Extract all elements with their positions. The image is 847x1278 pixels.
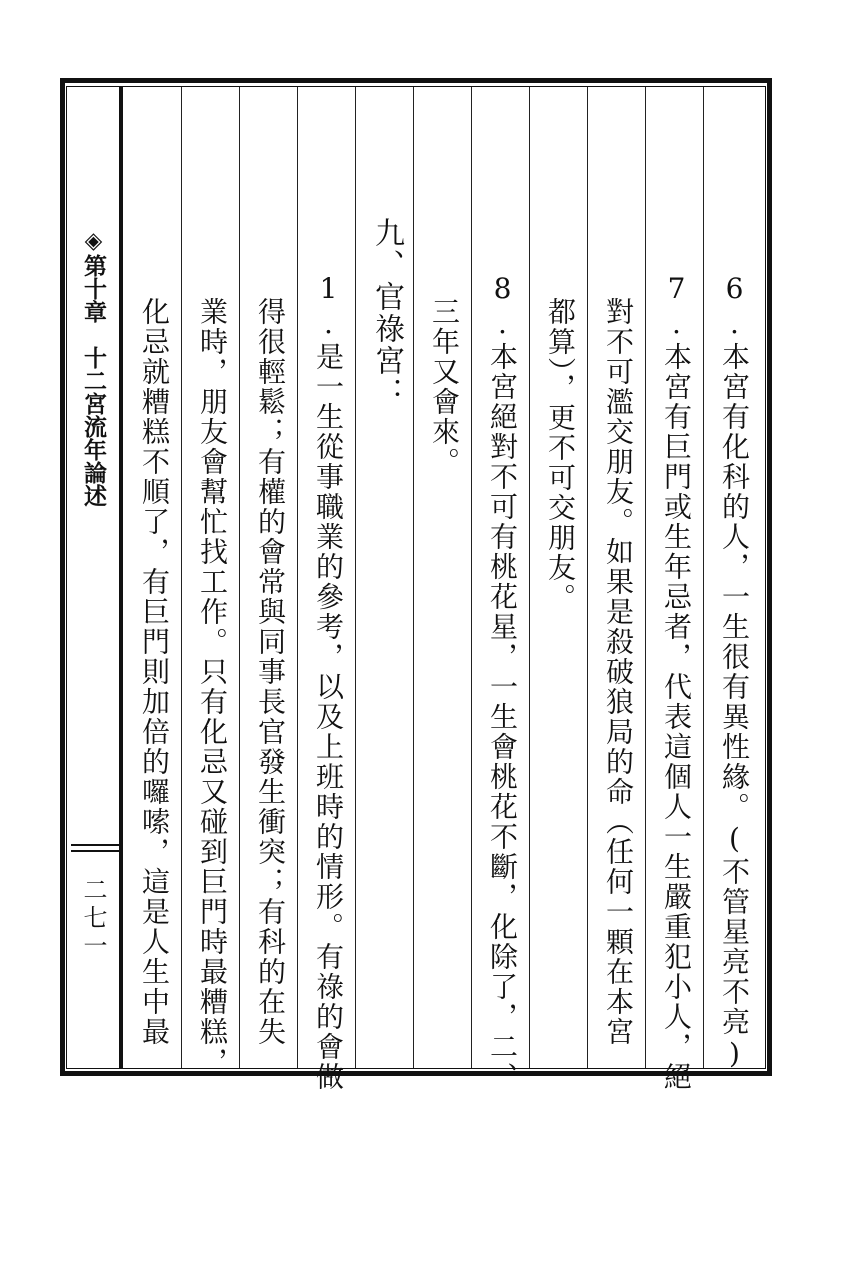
header-divider-line bbox=[71, 844, 119, 846]
section-heading: 九、官祿宮： bbox=[369, 217, 404, 409]
text-column: 化忌就糟糕不順了，有巨門則加倍的囉嗦，這是人生中最 bbox=[138, 297, 171, 1047]
text-column: 1.是一生從事職業的參考，以及上班時的情形。有祿的會做 bbox=[312, 272, 345, 1092]
header-divider-line bbox=[71, 850, 119, 852]
chapter-title: ◈第十章 十二宮流年論述 bbox=[80, 227, 107, 507]
running-header-column bbox=[67, 87, 123, 1068]
text-column: 都算），更不可交朋友。 bbox=[544, 297, 577, 613]
text-column: 三年又會來。 bbox=[428, 297, 461, 477]
text-column: 對不可濫交朋友。如果是殺破狼局的命（任何一顆在本宮 bbox=[602, 297, 635, 1047]
text-column: 7.本宮有巨門或生年忌者，代表這個人一生嚴重犯小人，絕 bbox=[660, 272, 693, 1092]
text-column: 6.本宮有化科的人，一生很有異性緣。(不管星亮不亮) bbox=[718, 272, 751, 1072]
text-column: 得很輕鬆；有權的會常與同事長官發生衝突；有科的在失 bbox=[254, 297, 287, 1047]
text-column: 業時，朋友會幫忙找工作。只有化忌又碰到巨門時最糟糕， bbox=[196, 297, 229, 1077]
text-column: 8.本宮絕對不可有桃花星，一生會桃花不斷，化除了，二、 bbox=[486, 272, 519, 1092]
page-number: 二七一 bbox=[79, 877, 107, 961]
